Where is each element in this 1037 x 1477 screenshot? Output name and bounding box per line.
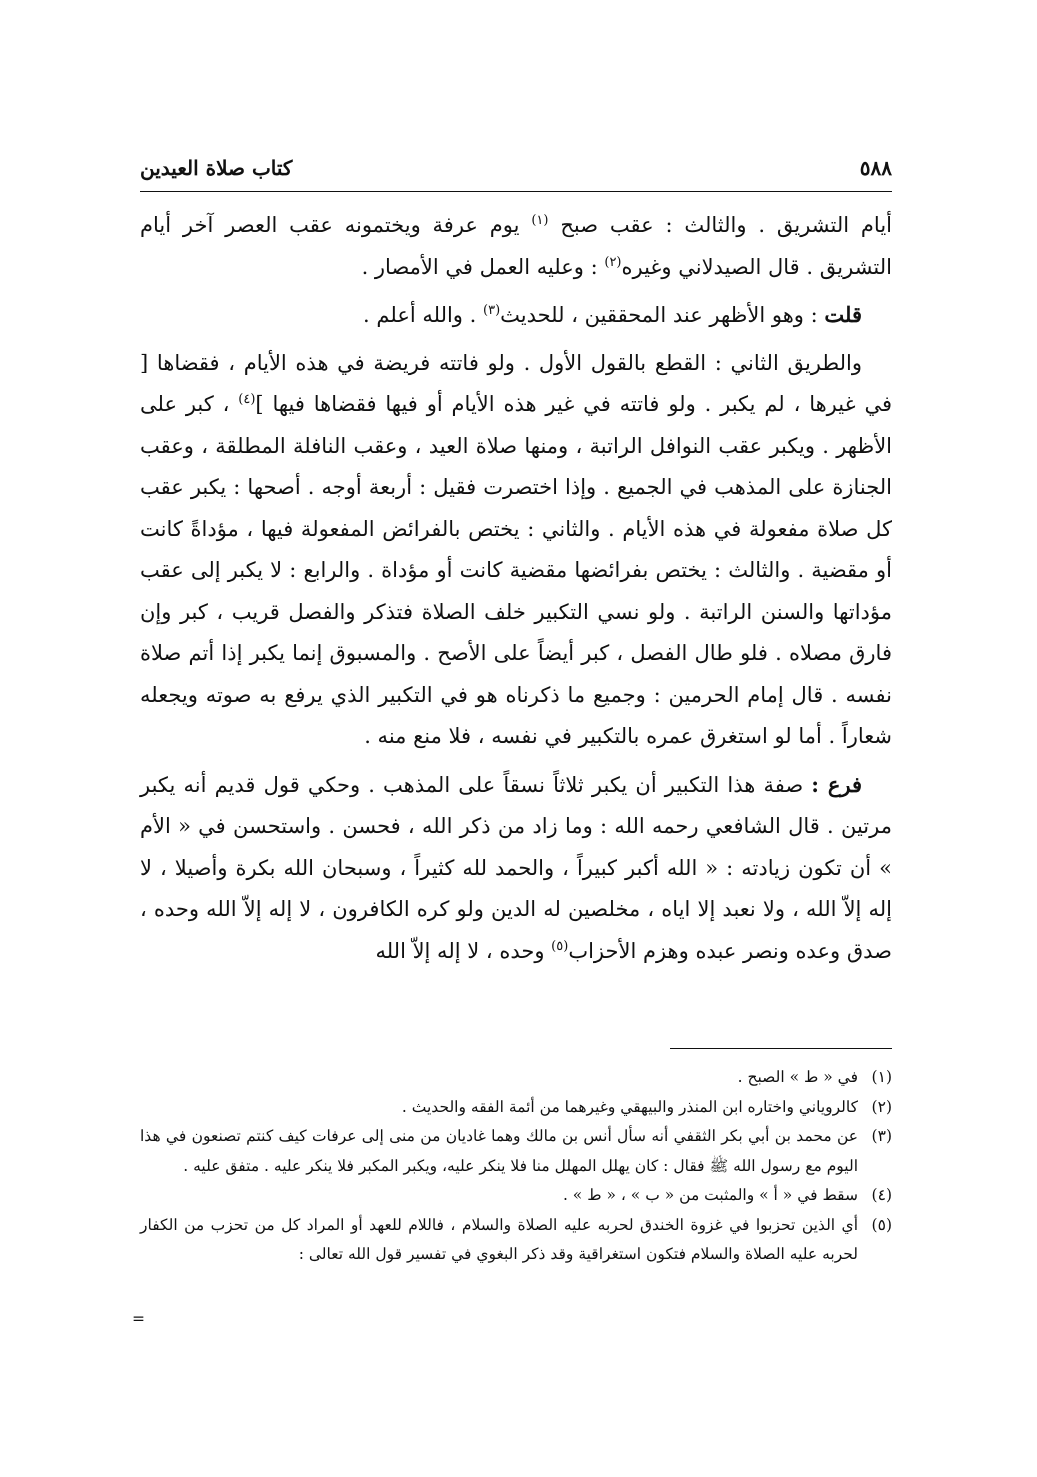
paragraph-1-text-c: : وعليه العمل في الأمصار . xyxy=(361,254,598,279)
continuation-mark: = xyxy=(132,1310,145,1328)
footnotes xyxy=(140,1063,892,1270)
running-title: كتاب صلاة العيدين xyxy=(140,156,293,180)
footnote-separator xyxy=(670,1048,892,1049)
footnote-number: (١) xyxy=(871,1068,892,1086)
footnote-ref-4: (٤) xyxy=(238,392,256,407)
footnote-text: كالروياني واختاره ابن المنذر والبيهقي وغيرهما من أئمة الفقه والحديث . xyxy=(401,1097,858,1116)
paragraph-3 xyxy=(140,343,892,758)
paragraph-2 xyxy=(140,294,892,337)
footnote-text: في « ط » الصبح . xyxy=(737,1068,858,1086)
footnote-2 xyxy=(140,1093,892,1123)
footnote-ref-5: (٥) xyxy=(551,938,569,954)
page-number: ٥٨٨ xyxy=(859,156,892,180)
footnote-ref-3: (٣) xyxy=(483,303,501,318)
footnote-ref-1: (١) xyxy=(531,213,549,228)
main-text xyxy=(140,205,892,972)
footnote-number: (٥) xyxy=(871,1215,892,1234)
footnote-text: أي الذين تحزبوا في غزوة الخندق لحربه عليه الصلاة والسلام ، فاللام للعهد أو المراد كل من تحزب من الكفار لحربه عليه الصلاة والسلام فتكون استغراقية وقد ذكر البغوي في تفسير قول الله تعالى : xyxy=(140,1215,858,1263)
paragraph-4-text-b: وحده ، لا إله إلاّ الله xyxy=(375,938,545,963)
footnote-4 xyxy=(140,1181,892,1211)
paragraph-1 xyxy=(140,205,892,288)
paragraph-1-text-b: يوم عرفة ويختمونه عقب العصر آخر أيام التشريق . قال الصيدلاني وغيره xyxy=(140,213,892,279)
footnote-ref-2: (٢) xyxy=(604,254,622,270)
paragraph-4 xyxy=(140,764,892,973)
footnote-text: عن محمد بن أبي بكر الثقفي أنه سأل أنس بن مالك وهما غاديان من منى إلى عرفات كيف كنتم تصنعون في هذا اليوم مع رسول الله ﷺ فقال : كان يهلل المهلل منا فلا ينكر عليه، ويكبر المكبر فلا ينكر عليه . متفق عليه . xyxy=(140,1127,858,1175)
page-header xyxy=(140,150,892,186)
footnote-1 xyxy=(140,1063,892,1093)
far-label: فرع : xyxy=(811,771,862,797)
footnote-5 xyxy=(140,1211,892,1270)
qultu-label: قلت xyxy=(824,302,862,327)
paragraph-2-text-a: : وهو الأظهر عند المحققين ، للحديث xyxy=(500,303,818,327)
footnote-number: (٣) xyxy=(871,1127,892,1145)
header-rule xyxy=(140,191,892,192)
paragraph-1-text-a: أيام التشريق . والثالث : عقب صبح xyxy=(560,213,892,237)
paragraph-3-text-a: والطريق الثاني : القطع بالقول الأول . ولو فاتته فريضة في هذه الأيام ، فقضاها [ في غيرها ، لم يكبر . ولو فاتته في غير هذه الأيام أو فيها فقضاها فيها ] xyxy=(140,350,892,416)
footnote-3 xyxy=(140,1122,892,1181)
footnote-number: (٤) xyxy=(871,1186,892,1204)
paragraph-2-text-b: . والله أعلم . xyxy=(363,303,477,327)
paragraph-4-text-a: صفة هذا التكبير أن يكبر ثلاثاً نسقاً على المذهب . وحكي قول قديم أنه يكبر مرتين . قال الشافعي رحمه الله : وما زاد من ذكر الله ، فحسن . واستحسن في « الأم » أن تكون زيادته : « الله أكبر كبيراً ، والحمد لله كثيراً ، وسبحان الله بكرة وأصيلا ، لا إله إلاّ الله ، ولا نعبد إلا اياه ، مخلصين له الدين ولو كره الكافرون ، لا إله إلاّ الله وحده ، صدق وعده ونصر عبده وهزم الأحزاب xyxy=(140,772,892,963)
footnote-number: (٢) xyxy=(871,1097,892,1116)
paragraph-3-text-b: ، كبر على الأظهر . ويكبر عقب النوافل الراتبة ، ومنها صلاة العيد ، وعقب النافلة المطلقة ، وعقب الجنازة على المذهب في الجميع . وإذا اختصرت فقيل : أربعة أوجه . أصحها : يكبر عقب كل صلاة مفعولة في هذه الأيام . والثاني : يختص بالفرائض المفعولة فيها ، مؤداةً كانت أو مقضية . والثالث : يختص بفرائضها مقضية كانت أو مؤداة . والرابع : لا يكبر إلى عقب مؤداتها والسنن الراتبة . ولو نسي التكبير خلف الصلاة فتذكر والفصل قريب ، كبر وإن فارق مصلاه . فلو طال الفصل ، كبر أيضاً على الأصح . والمسبوق إنما يكبر إذا أتم صلاة نفسه . قال إمام الحرمين : وجميع ما ذكرناه هو في التكبير الذي يرفع به صوته ويجعله شعاراً . أما لو استغرق عمره بالتكبير في نفسه ، فلا منع منه . xyxy=(140,392,893,748)
footnote-text: سقط في « أ » والمثبت من « ب » ، « ط » . xyxy=(562,1186,858,1204)
